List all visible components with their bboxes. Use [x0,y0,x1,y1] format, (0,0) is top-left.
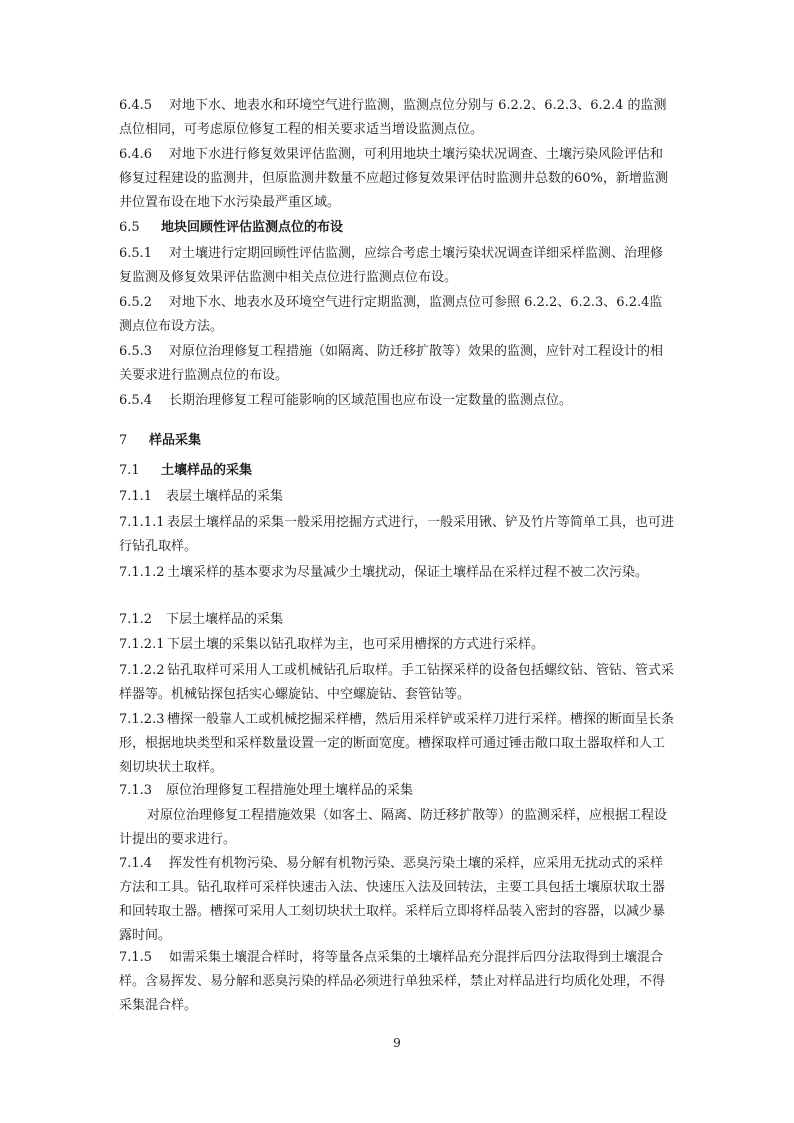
clause-number: 6.5.4 [119,393,153,408]
heading-number: 6.5 [119,220,140,235]
clause-7-1-4 [119,852,675,948]
section-heading-7-1 [119,459,675,483]
clause-number: 7.1.2.3 [119,712,165,727]
clause-6-5-2 [119,291,675,339]
heading-number: 7 [119,433,128,448]
heading-text: 样品采集 [149,433,202,448]
page-number: 9 [393,1036,401,1050]
clause-6-4-6 [119,143,675,215]
clause-7-1-2 [119,608,675,632]
clause-number: 7.1.2.1 [119,637,165,652]
heading-number: 7.1 [119,463,140,478]
clause-text: 对地下水、地表水及环境空气进行定期监测，监测点位可参照 6.2.2、6.2.3、6.2.4监测点位布设方法。 [119,295,663,334]
clause-7-1-2-1 [119,633,675,657]
chapter-heading-7 [119,429,675,453]
paragraph-text: 对原位治理修复工程措施效果（如客土、隔离、防迁移扩散等）的监测采样，应根据工程设计提出的要求进行。 [119,808,668,847]
clause-number: 7.1.1 [119,489,153,504]
clause-7-1-3 [119,779,675,803]
clause-number: 7.1.2.2 [119,663,165,678]
clause-number: 7.1.3 [119,783,153,798]
clause-text: 如需采集土壤混合样时，将等量各点采集的土壤样品充分混拌后四分法取得到土壤混合样。含易挥发、易分解和恶臭污染的样品必须进行单独采样，禁止对样品进行均质化处理，不得采集混合样。 [119,950,666,1013]
clause-7-1-2-3 [119,708,675,780]
clause-text: 长期治理修复工程可能影响的区域范围也应布设一定数量的监测点位。 [169,393,573,408]
clause-number: 7.1.2 [119,612,153,627]
clause-text: 对地下水进行修复效果评估监测，可利用地块土壤污染状况调查、土壤污染风险评估和修复过程建设的监测井，但原监测井数量不应超过修复效果评估时监测井总数的60%，新增监测井位置布设在地下水污染最严重区域。 [119,147,668,210]
clause-7-1-5 [119,946,675,1018]
heading-text: 地块回顾性评估监测点位的布设 [161,220,344,235]
clause-6-5-4 [119,389,675,413]
clause-text: 下层土壤样品的采集 [166,612,284,627]
clause-text: 表层土壤样品的采集 [166,489,284,504]
clause-7-1-2-2 [119,659,675,707]
clause-text: 对原位治理修复工程措施（如隔离、防迁移扩散等）效果的监测，应针对工程设计的相关要求进行监测点位的布设。 [119,344,664,383]
paragraph-7-1-3-body [119,804,675,852]
clause-number: 7.1.1.1 [119,515,165,530]
clause-7-1-1-1 [119,511,675,559]
clause-7-1-1-2 [119,561,675,585]
clause-number: 7.1.1.2 [119,565,165,580]
clause-text: 原位治理修复工程措施处理土壤样品的采集 [166,783,414,798]
clause-7-1-1 [119,485,675,509]
clause-text: 槽探一般靠人工或机械挖掘采样槽，然后用采样铲或采样刀进行采样。槽探的断面呈长条形，根据地块类型和采样数量设置一定的断面宽度。槽探取样可通过锤击敞口取土器取样和人工刻切块状土取样。 [119,712,675,775]
clause-text: 对土壤进行定期回顾性评估监测，应综合考虑土壤污染状况调查详细采样监测、治理修复监测及修复效果评估监测中相关点位进行监测点位布设。 [119,246,664,285]
clause-number: 6.5.2 [119,295,153,310]
clause-number: 6.4.5 [119,98,153,113]
clause-6-4-5 [119,94,675,142]
clause-number: 6.4.6 [119,147,153,162]
clause-number: 7.1.5 [119,950,153,965]
clause-6-5-1 [119,242,675,290]
clause-text: 钻孔取样可采用人工或机械钻孔后取样。手工钻探采样的设备包括螺纹钻、管钻、管式采样器等。机械钻探包括实心螺旋钻、中空螺旋钻、套管钻等。 [119,663,675,702]
clause-number: 6.5.3 [119,344,153,359]
clause-text: 土壤采样的基本要求为尽量减少土壤扰动，保证土壤样品在采样过程不被二次污染。 [167,565,649,580]
clause-number: 6.5.1 [119,246,153,261]
clause-text: 下层土壤的采集以钻孔取样为主，也可采用槽探的方式进行采样。 [167,637,545,652]
clause-text: 挥发性有机物污染、易分解有机物污染、恶臭污染土壤的采样，应采用无扰动式的采样方法和工具。钻孔取样可采样快速击入法、快速压入法及回转法，主要工具包括土壤原状取土器和回转取土器。槽探可采用人工刻切块状土取样。采样后立即将样品装入密封的容器，以减少暴露时间。 [119,856,666,943]
clause-text: 表层土壤样品的采集一般采用挖掘方式进行，一般采用锹、铲及竹片等简单工具，也可进行钻孔取样。 [119,515,675,554]
clause-6-5-3 [119,340,675,388]
section-heading-6-5 [119,216,675,240]
heading-text: 土壤样品的采集 [161,463,253,478]
clause-text: 对地下水、地表水和环境空气进行监测，监测点位分别与 6.2.2、6.2.3、6.2.4 的监测点位相同，可考虑原位修复工程的相关要求适当增设监测点位。 [119,98,667,137]
clause-number: 7.1.4 [119,856,153,871]
